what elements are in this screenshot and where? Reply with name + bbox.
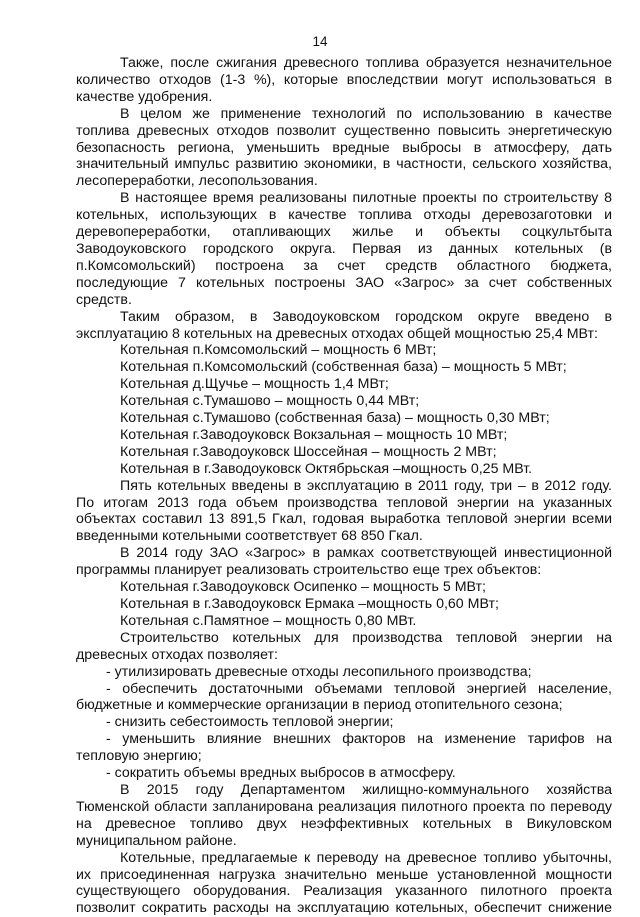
page-content [76, 55, 612, 917]
paragraph-benefits-intro: Строительство котельных для производства тепловой энергии на древесных отходах позволяет: [76, 629, 612, 663]
list-item: - утилизировать древесные отходы лесопильного производства; [106, 663, 532, 680]
list-item: Котельная д.Щучье – мощность 1,4 МВт; [120, 376, 389, 393]
paragraph-2015-pilot: В 2015 году Департаментом жилищно-коммунального хозяйства Тюменской области запланирована реализация пилотного проекта по переводу на древесное топливо двух неэффективных котельных в Викуловском муниципальном районе. [76, 781, 612, 849]
paragraph-pilot-projects: В настоящее время реализованы пилотные проекты по строительству 8 котельных, использующих в качестве топлива отходы деревозаготовки и деревопереработки, отапливающих жилье и объекты соцкультбыта Заводоуковского городского округа. Первая из данных котельных (в п.Комсомольский) построена за счет средств областного бюджета, последующие 7 котельных построены ЗАО «Загрос» за счет собственных средств. [76, 190, 612, 308]
list-item: - обеспечить достаточными объемами тепловой энергией население, бюджетные и коммерческие организации в период отопительного сезона; [76, 680, 612, 714]
paragraph-energy-security: В целом же применение технологий по использованию в качестве топлива древесных отходов позволит существенно повысить энергетическую безопасность региона, уменьшить вредные выбросы в атмосферу, дать значительный импульс развитию экономики, в частности, сельского хозяйства, лесопереработки, лесопользования. [76, 105, 612, 190]
list-item: - уменьшить влияние внешних факторов на изменение тарифов на тепловую энергию; [76, 731, 612, 765]
paragraph-unprofitable-boilers: Котельные, предлагаемые к переводу на древесное топливо убыточны, их присоединенная нагрузка значительно меньше установленной мощности существующего оборудования. Реализация указанного пилотного проекта позволит сократить расходы на эксплуатацию котельных, обеспечит снижение [76, 849, 612, 917]
list-item: - сократить объемы вредных выбросов в атмосферу. [106, 765, 456, 782]
list-item: Котельная п.Комсомольский (собственная база) – мощность 5 МВт; [120, 359, 567, 376]
list-item: Котельная в г.Заводоуковск Октябрьская –мощность 0,25 МВт. [120, 460, 533, 477]
paragraph-2014-plans: В 2014 году ЗАО «Загрос» в рамках соответствующей инвестиционной программы планирует реализовать строительство еще трех объектов: [76, 545, 612, 579]
list-item: Котельная с.Памятное – мощность 0,80 МВт. [120, 612, 417, 629]
page-number: 14 [312, 34, 328, 49]
paragraph-commissioned-total: Таким образом, в Заводоуковском городском округе введено в эксплуатацию 8 котельных на древесных отходах общей мощностью 25,4 МВт: [76, 308, 612, 342]
list-item: Котельная п.Комсомольский – мощность 6 МВт; [120, 342, 437, 359]
list-item: Котельная г.Заводоуковск Осипенко – мощность 5 МВт; [120, 579, 486, 596]
benefits-list [76, 664, 612, 782]
list-item: Котельная с.Тумашово – мощность 0,44 МВт; [120, 393, 420, 410]
paragraph-ash-fertilizer: Также, после сжигания древесного топлива образуется незначительное количество отходов (1-3 %), которые впоследствии могут использоваться в качестве удобрения. [76, 55, 612, 105]
planned-boilers-list [76, 579, 612, 630]
list-item: - снизить себестоимость тепловой энергии; [106, 714, 394, 731]
paragraph-commissioning-results: Пять котельных введены в эксплуатацию в 2011 году, три – в 2012 году. По итогам 2013 года объем производства тепловой энергии на указанных объектах составил 13 891,5 Гкал, годовая выработка тепловой энергии всеми введенными котельными соответствует 68 850 Гкал. [76, 477, 612, 545]
list-item: Котельная г.Заводоуковск Шоссейная – мощность 2 МВт; [120, 443, 497, 460]
list-item: Котельная с.Тумашово (собственная база) – мощность 0,30 МВт; [120, 410, 550, 427]
list-item: Котельная г.Заводоуковск Вокзальная – мощность 10 МВт; [120, 426, 508, 443]
list-item: Котельная в г.Заводоуковск Ермака –мощность 0,60 МВт; [120, 596, 499, 612]
built-boilers-list [76, 342, 612, 477]
